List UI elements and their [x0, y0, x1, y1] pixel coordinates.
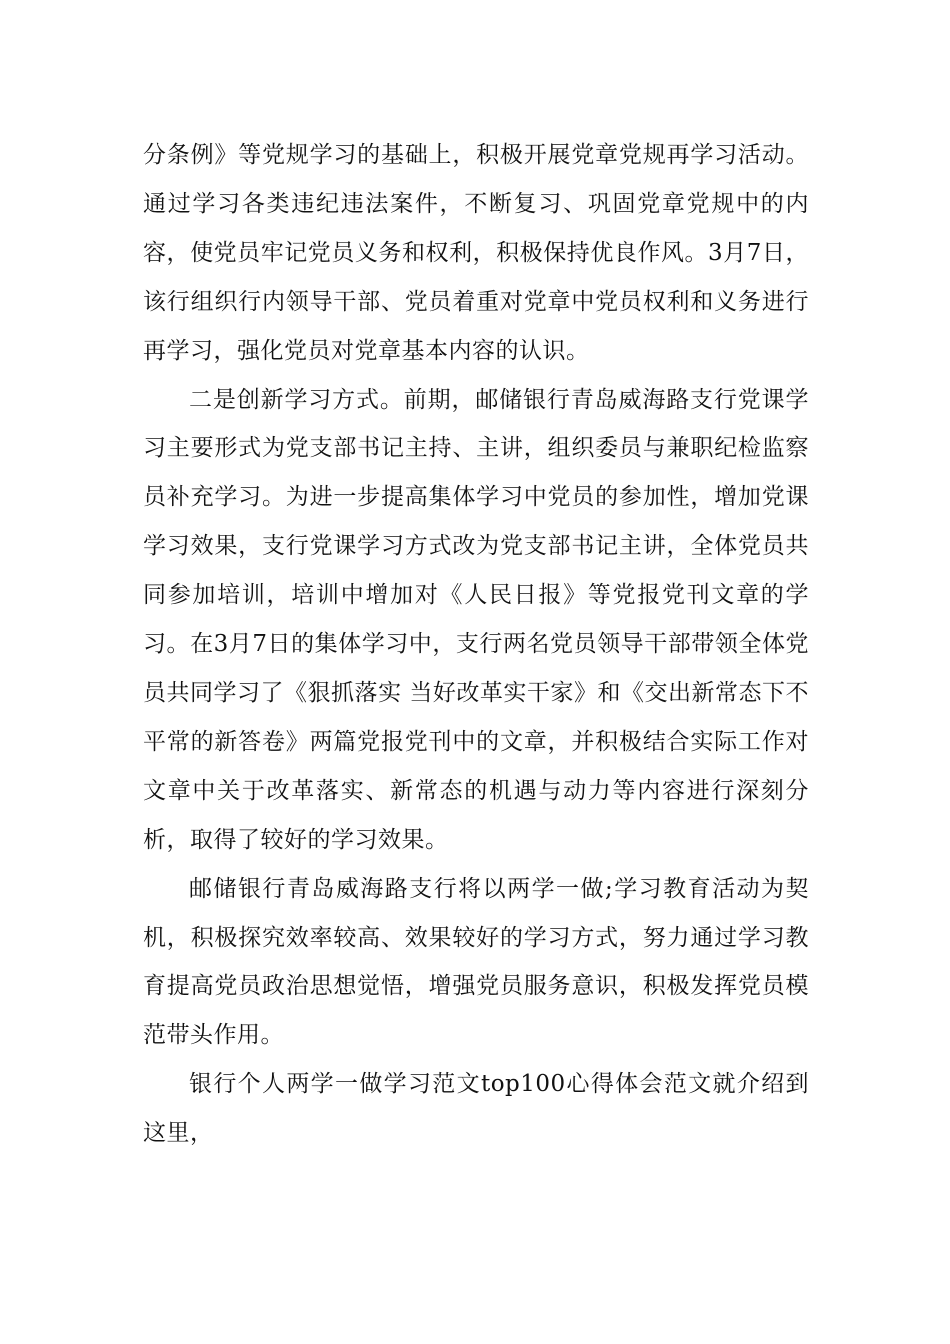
paragraph-closing: 银行个人两学一做学习范文top100心得体会范文就介绍到这里，: [143, 1071, 809, 1147]
paragraph-innovation: 二是创新学习方式。前期，邮储银行青岛威海路支行党课学习主要形式为党支部书记主持、主讲，组织委员与兼职纪检监察员补充学习。为进一步提高集体学习中党员的参加性，增加党课学习效果，支行党课学习方式改为党支部书记主讲，全体党员共同参加培训，培训中增加对《人民日报》等党报党刊文章的学习。在3月7日的集体学习中，支行两名党员领导干部带领全体党员共同学习了《狠抓落实 当好改革实干家》和《交出新常态下不平常的新答卷》两篇党报党刊中的文章，并积极结合实际工作对文章中关于改革落实、新常态的机遇与动力等内容进行深刻分析，取得了较好的学习效果。: [143, 386, 809, 853]
paragraph-continuation: 分条例》等党规学习的基础上，积极开展党章党规再学习活动。通过学习各类违纪违法案件，不断复习、巩固党章党规中的内容，使党员牢记党员义务和权利，积极保持优良作风。3月7日，该行组织行内领导干部、党员着重对党章中党员权利和义务进行再学习，强化党员对党章基本内容的认识。: [143, 142, 809, 364]
paragraph-conclusion: 邮储银行青岛威海路支行将以两学一做;学习教育活动为契机，积极探究效率较高、效果较好的学习方式，努力通过学习教育提高党员政治思想觉悟，增强党员服务意识，积极发挥党员模范带头作用。: [143, 875, 809, 1049]
document-body: [143, 131, 809, 1158]
